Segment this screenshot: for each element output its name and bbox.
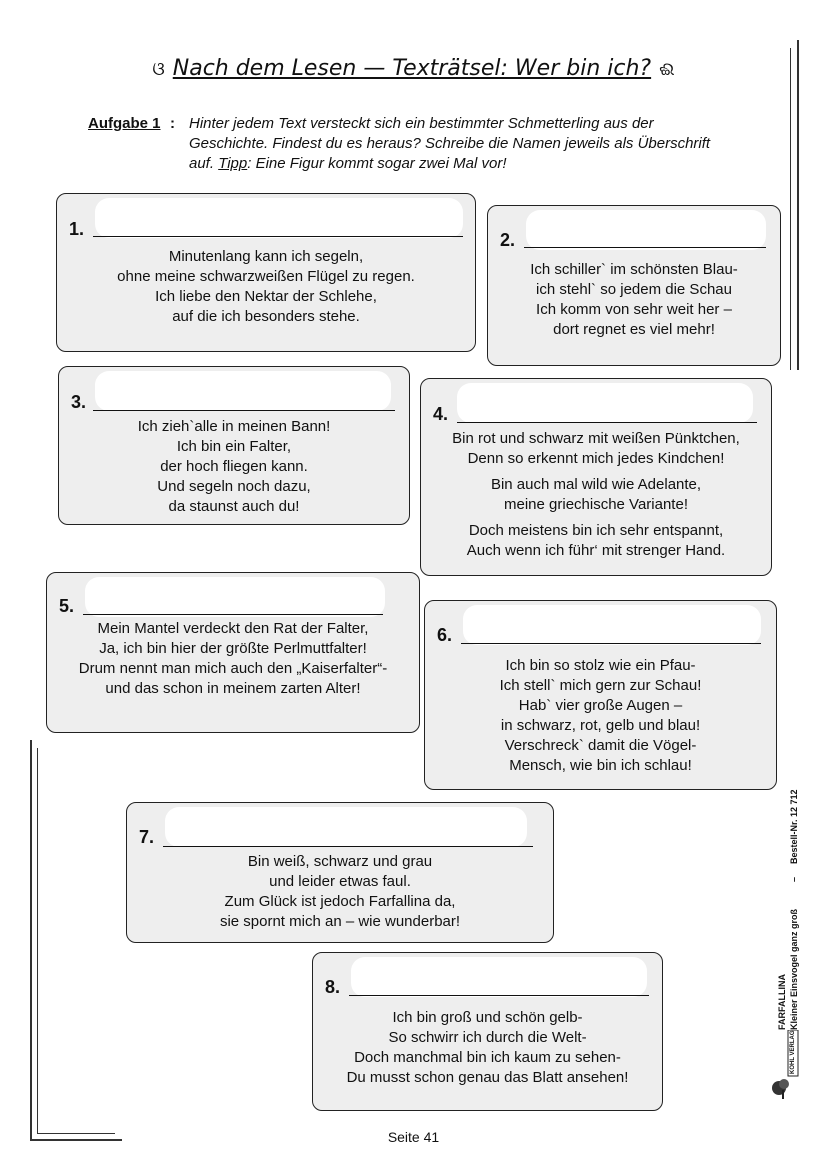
riddle-line: Und segeln noch dazu,	[157, 478, 311, 495]
riddle-text	[421, 429, 771, 567]
card-tab	[95, 198, 463, 238]
riddle-number: 5.	[59, 596, 75, 616]
riddle-line: in schwarz, rot, gelb und blau!	[500, 717, 701, 734]
riddle-line: ohne meine schwarzweißen Flügel zu regen.	[117, 268, 415, 285]
riddle-line: der hoch fliegen kann.	[160, 458, 308, 475]
task-tip-label: Tipp	[218, 155, 248, 172]
card-tab	[457, 383, 753, 423]
riddle-card-8	[312, 952, 663, 1111]
riddle-line: auf die ich besonders stehe.	[172, 308, 360, 325]
answer-line[interactable]	[93, 410, 395, 411]
task-label: Aufgabe 1	[88, 115, 161, 132]
riddle-text	[488, 260, 780, 340]
side-series-title: FARFALLINA	[777, 974, 787, 1030]
page-number: Seite 41	[387, 1129, 440, 1145]
answer-line[interactable]	[461, 643, 761, 644]
riddle-line: Doch manchmal bin ich kaum zu sehen-	[354, 1049, 621, 1066]
answer-line[interactable]	[524, 247, 766, 248]
riddle-line: meine griechische Variante!	[504, 496, 688, 513]
side-separator: –	[789, 876, 799, 882]
page-title	[0, 56, 827, 81]
publisher-name: KOHL VERLAG	[790, 1030, 796, 1074]
answer-line[interactable]	[163, 846, 533, 847]
frame-line-right-inner	[790, 48, 791, 370]
riddle-number: 6.	[437, 625, 453, 645]
riddle-line: Bin weiß, schwarz und grau	[247, 853, 433, 870]
riddle-text	[425, 656, 776, 776]
riddle-line: Ich schiller` im schönsten Blau-	[530, 261, 738, 278]
task-text-after-tip: : Eine Figur kommt sogar zwei Mal vor!	[247, 155, 507, 172]
riddle-text	[127, 852, 553, 932]
task-text	[189, 114, 729, 174]
riddle-number: 4.	[433, 404, 449, 424]
riddle-line: Ich zieh`alle in meinen Bann!	[137, 418, 331, 435]
riddle-line: Bin rot und schwarz mit weißen Pünktchen,	[452, 430, 740, 447]
riddle-number: 1.	[69, 219, 85, 239]
riddle-line: Ich stell` mich gern zur Schau!	[499, 677, 702, 694]
frame-line-left-outer	[30, 740, 32, 1140]
frame-line-left-inner	[37, 748, 38, 1133]
riddle-card-3	[58, 366, 410, 525]
frame-line-right-outer	[797, 40, 799, 370]
riddle-line: Ich bin so stolz wie ein Pfau-	[505, 657, 696, 674]
side-book-subtitle: Kleiner Einsvogel ganz groß	[789, 908, 799, 1030]
card-tab	[85, 577, 385, 617]
side-order-number: Bestell-Nr. 12 712	[789, 789, 799, 864]
riddle-line: Ja, ich bin hier der größte Perlmuttfalter!	[99, 640, 367, 657]
riddle-line: sie spornt mich an – wie wunderbar!	[219, 913, 461, 930]
riddle-line: Ich komm von sehr weit her –	[536, 301, 732, 318]
riddle-card-6	[424, 600, 777, 790]
riddle-line: Denn so erkennt mich jedes Kindchen!	[467, 450, 725, 467]
card-tab	[95, 371, 391, 411]
riddle-number: 2.	[500, 230, 516, 250]
card-tab	[463, 605, 761, 645]
riddle-card-1	[56, 193, 476, 352]
publisher-logo	[770, 1030, 800, 1100]
answer-line[interactable]	[457, 422, 757, 423]
riddle-line: Ich bin groß und schön gelb-	[392, 1009, 583, 1026]
riddle-stanza	[421, 475, 771, 515]
riddle-card-5	[46, 572, 420, 733]
riddle-card-4	[420, 378, 772, 576]
riddle-line: Mensch, wie bin ich schlau!	[509, 757, 692, 774]
answer-line[interactable]	[349, 995, 649, 996]
task-text-before-tip: Hinter jedem Text versteckt sich ein bestimmter Schmetterling aus der Geschichte. Findest du es heraus? Schreibe die Namen jeweils als Überschrift auf.	[189, 115, 711, 172]
riddle-stanza	[421, 429, 771, 469]
riddle-text	[59, 417, 409, 517]
riddle-line: Verschreck` damit die Vögel-	[504, 737, 697, 754]
task-colon: :	[170, 115, 175, 132]
riddle-line: und das schon in meinem zarten Alter!	[105, 680, 361, 697]
riddle-line: Bin auch mal wild wie Adelante,	[490, 476, 702, 493]
riddle-number: 7.	[139, 827, 155, 847]
card-tab	[351, 957, 647, 997]
riddle-line: Zum Glück ist jedoch Farfallina da,	[224, 893, 456, 910]
riddle-number: 3.	[71, 392, 87, 412]
riddle-line: Hab` vier große Augen –	[518, 697, 683, 714]
riddle-line: So schwirr ich durch die Welt-	[388, 1029, 587, 1046]
title-right-ornament-icon: ଈ	[659, 59, 675, 80]
riddle-card-2	[487, 205, 781, 366]
riddle-line: Mein Mantel verdeckt den Rat der Falter,	[97, 620, 369, 637]
riddle-line: Minutenlang kann ich segeln,	[168, 248, 364, 265]
riddle-card-7	[126, 802, 554, 943]
riddle-text	[313, 1008, 662, 1088]
riddle-line: ich stehl` so jedem die Schau	[536, 281, 732, 298]
riddle-stanza	[421, 521, 771, 561]
answer-line[interactable]	[83, 614, 383, 615]
riddle-line: und leider etwas faul.	[269, 873, 411, 890]
card-tab	[165, 807, 527, 847]
riddle-line: Auch wenn ich führ‘ mit strenger Hand.	[466, 542, 726, 559]
riddle-line: Ich liebe den Nektar der Schlehe,	[155, 288, 377, 305]
riddle-line: dort regnet es viel mehr!	[553, 321, 715, 338]
riddle-line: Ich bin ein Falter,	[176, 438, 292, 455]
riddle-line: Drum nennt man mich auch den „Kaiserfalter“-	[78, 660, 388, 677]
riddle-text	[57, 247, 475, 327]
riddle-line: Doch meistens bin ich sehr entspannt,	[468, 522, 724, 539]
riddle-number: 8.	[325, 977, 341, 997]
card-tab	[526, 210, 766, 250]
riddle-line: da staunst auch du!	[168, 498, 300, 515]
title-left-ornament-icon: ଓ	[152, 59, 165, 80]
riddle-text	[47, 619, 419, 699]
riddle-line: Du musst schon genau das Blatt ansehen!	[346, 1069, 629, 1086]
title-text: Nach dem Lesen — Texträtsel: Wer bin ich?	[172, 56, 652, 81]
answer-line[interactable]	[93, 236, 463, 237]
